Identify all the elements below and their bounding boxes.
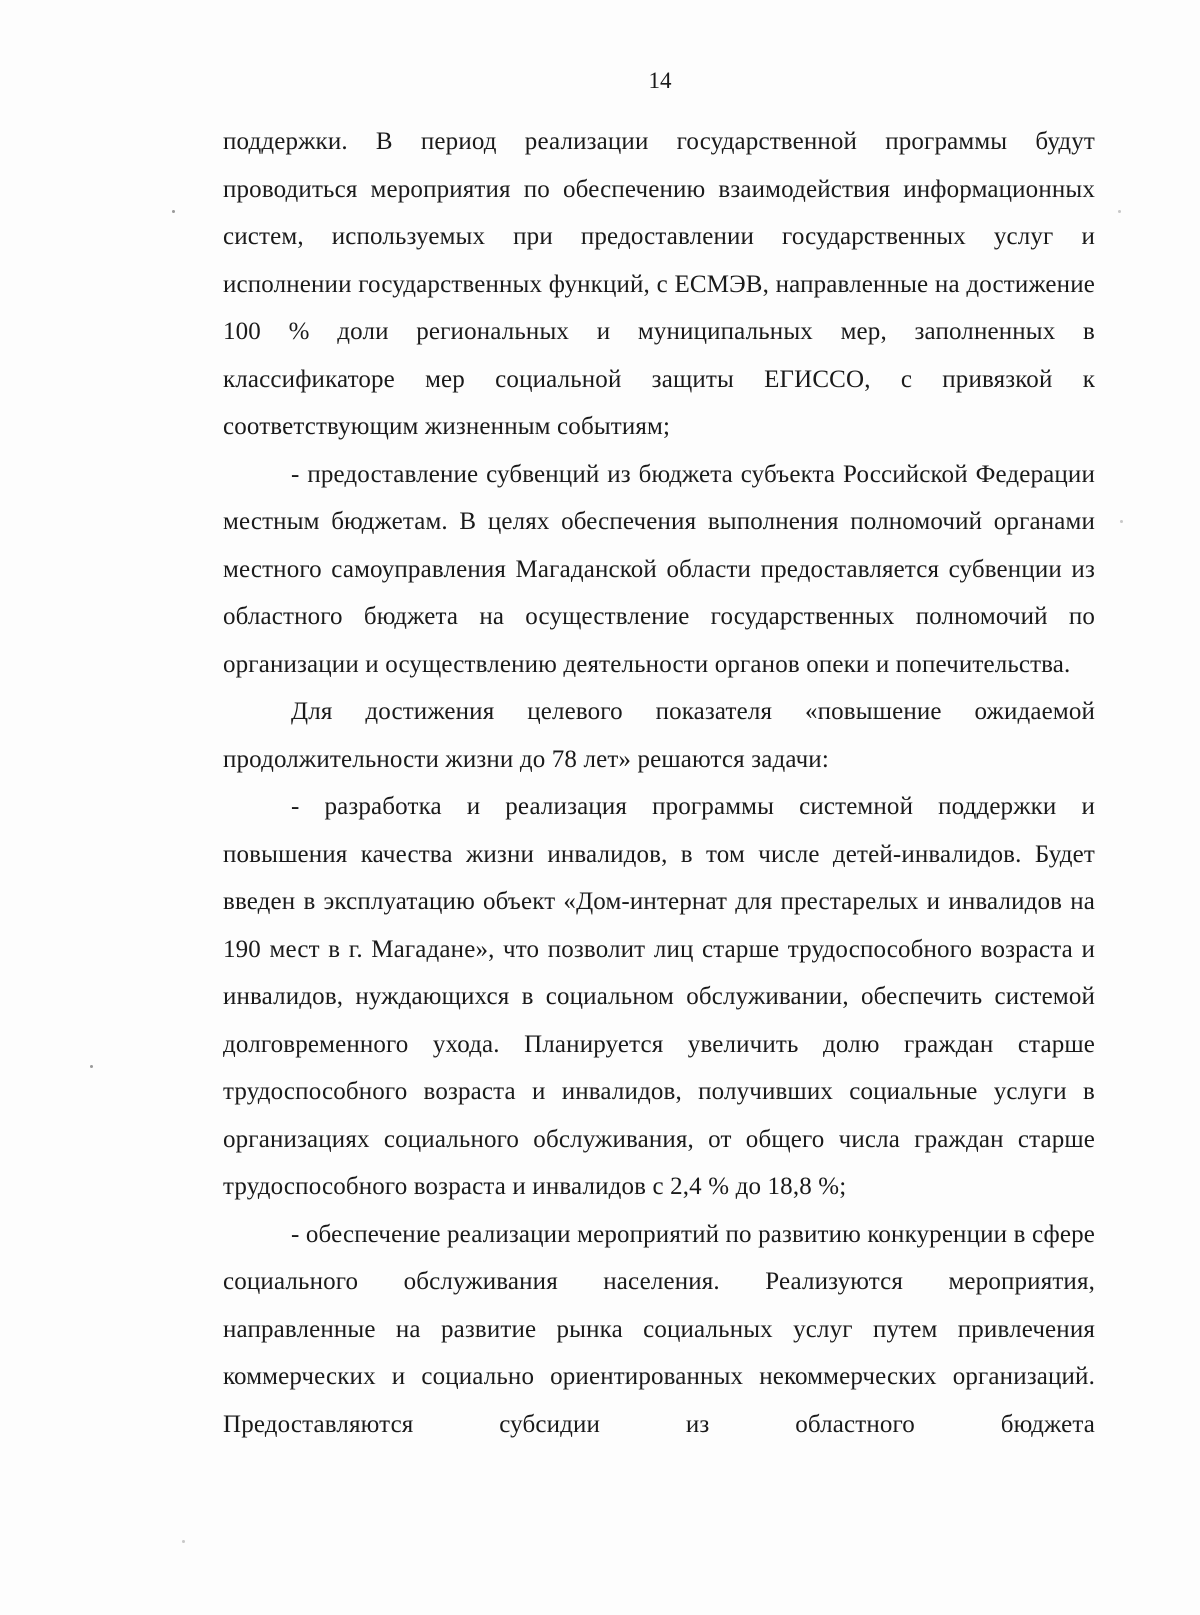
paragraph-4: - разработка и реализация программы системной поддержки и повышения качества жизни инвалидов, в том числе детей-инвалидов. Будет введен в эксплуатацию объект «Дом-интернат для престарелых и инвалидов на 190 мест в г. Магадане», что позволит лиц старше трудоспособного возраста и инвалидов, нуждающихся в социальном обслуживании, обеспечить системой долговременного ухода. Планируется увеличить долю граждан старше трудоспособного возраста и инвалидов, получивших социальные услуги в организациях социального обслуживания, от общего числа граждан старше трудоспособного возраста и инвалидов с 2,4 % до 18,8 %;: [223, 793, 1095, 1200]
scan-speck: [1118, 210, 1121, 213]
scan-speck: [182, 1540, 185, 1543]
paragraph-1: поддержки. В период реализации государственной программы будут проводиться мероприятия по обеспечению взаимодействия информационных систем, используемых при предоставлении государственных услуг и исполнении государственных функций, с ЕСМЭВ, направленные на достижение 100 % доли региональных и муниципальных мер, заполненных в классификаторе мер социальной защиты ЕГИССО, с привязкой к соответствующим жизненным событиям;: [223, 128, 1095, 440]
page-number: 14: [648, 68, 672, 93]
body-text: [223, 118, 1095, 1448]
paragraph-5: - обеспечение реализации мероприятий по развитию конкуренции в сфере социального обслуживания населения. Реализуются мероприятия, направленные на развитие рынка социальных услуг путем привлечения коммерческих и социально ориентированных некоммерческих организаций. Предоставляются субсидии из областного бюджета: [223, 1220, 1095, 1438]
paragraph-2: - предоставление субвенций из бюджета субъекта Российской Федерации местным бюджетам. В целях обеспечения выполнения полномочий органами местного самоуправления Магаданской области предоставляется субвенции из областного бюджета на осуществление государственных полномочий по организации и осуществлению деятельности органов опеки и попечительства.: [223, 460, 1095, 678]
paragraph-3: Для достижения целевого показателя «повышение ожидаемой продолжительности жизни до 78 лет» решаются задачи:: [223, 698, 1095, 773]
scan-speck: [90, 1065, 93, 1068]
scan-speck: [172, 210, 175, 213]
scan-speck: [1120, 520, 1123, 523]
